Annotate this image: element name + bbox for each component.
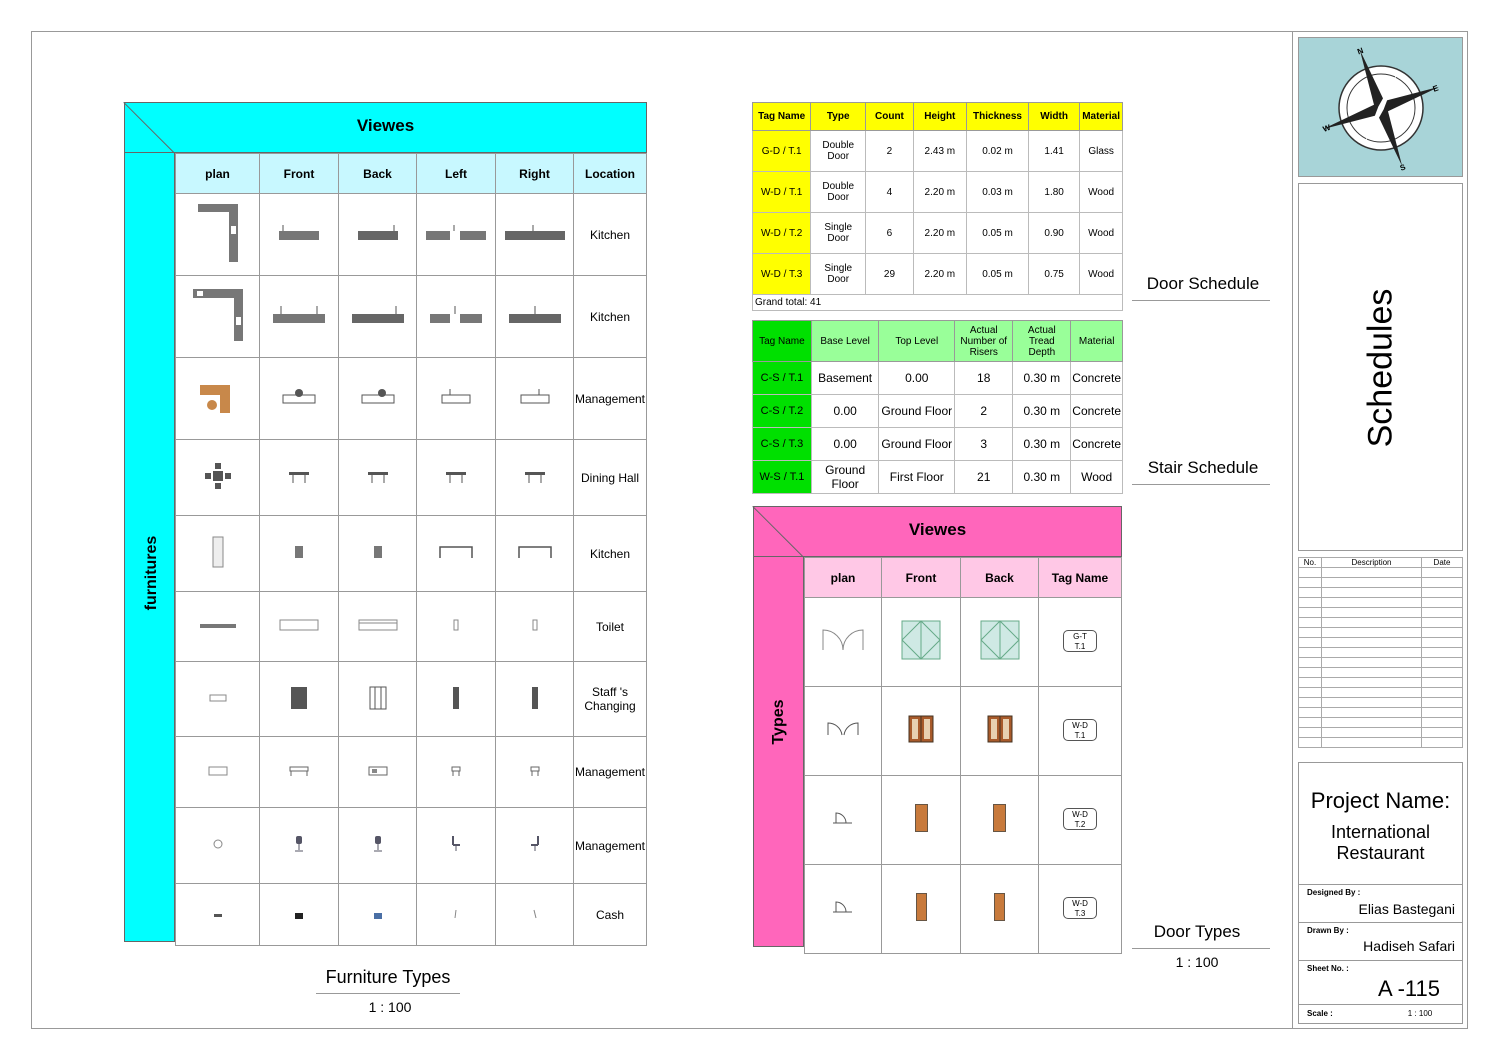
furniture-col-right: Right	[496, 154, 574, 194]
types-col-plan: plan	[805, 558, 882, 598]
divider	[1298, 1004, 1463, 1005]
door-schedule-caption: Door Schedule	[1146, 274, 1260, 293]
designed-by-label: Designed By :	[1307, 888, 1361, 897]
furniture-types-scale: 1 : 100	[368, 999, 412, 1015]
door-tag: G-D / T.1	[753, 131, 811, 172]
door-col-thickness: Thickness	[966, 103, 1028, 131]
divider	[1298, 960, 1463, 961]
dining-table-front-icon	[260, 440, 339, 516]
caption-underline	[1132, 300, 1270, 301]
single-door-plan-icon	[805, 865, 882, 954]
stair-material: Concrete	[1071, 362, 1123, 395]
door-height: 2.43 m	[913, 131, 966, 172]
door-width: 0.75	[1029, 254, 1080, 295]
location-cell: Cash	[574, 884, 647, 946]
tag-top: G-T	[1073, 632, 1087, 641]
toilet-counter-left-icon	[417, 592, 496, 662]
shelf-back-icon	[339, 516, 417, 592]
tag-bottom: T.2	[1074, 820, 1086, 829]
stair-col-material: Material	[1071, 321, 1123, 362]
locker-front-icon	[260, 662, 339, 737]
shelf-left-icon	[417, 516, 496, 592]
kitchen-counter-front-icon	[260, 194, 339, 276]
stair-risers: 2	[955, 395, 1013, 428]
furniture-col-left: Left	[417, 154, 496, 194]
door-material: Glass	[1080, 131, 1123, 172]
door-height: 2.20 m	[913, 213, 966, 254]
types-side-label: Types	[770, 699, 787, 745]
door-count: 4	[866, 172, 914, 213]
dining-table-right-icon	[496, 440, 574, 516]
cash-register-back-icon	[339, 884, 417, 946]
door-material: Wood	[1080, 254, 1123, 295]
stair-base: Ground Floor	[811, 461, 879, 494]
wood-door-back-icon	[961, 865, 1039, 954]
kitchen-counter-plan-icon	[176, 194, 260, 276]
door-col-tag: Tag Name	[753, 103, 811, 131]
compass-panel	[1298, 37, 1463, 177]
compass-rose-icon	[1299, 38, 1462, 176]
sheet-title-panel	[1298, 183, 1463, 551]
wood-door-back-icon	[961, 776, 1039, 865]
scale-value: 1 : 100	[1407, 1009, 1433, 1018]
furniture-header-label: Viewes	[356, 116, 415, 135]
stair-col-risers: Actual Number of Risers	[955, 321, 1013, 362]
table-row	[805, 687, 1122, 776]
table-row	[176, 884, 647, 946]
office-chair-back-icon	[339, 808, 417, 884]
cabinet-front-icon	[260, 737, 339, 808]
types-header-label: Viewes	[908, 520, 967, 539]
stair-base: Basement	[811, 362, 879, 395]
stair-col-top: Top Level	[879, 321, 955, 362]
door-swing-plan-icon	[805, 687, 882, 776]
furniture-side-label: furnitures	[143, 535, 160, 611]
kitchen-unit-plan-icon	[176, 276, 260, 358]
divider	[1298, 922, 1463, 923]
door-col-count: Count	[866, 103, 914, 131]
table-row	[176, 737, 647, 808]
shelf-right-icon	[496, 516, 574, 592]
stair-material: Concrete	[1071, 428, 1123, 461]
compass-north: N	[1356, 45, 1365, 57]
door-type: Double Door	[811, 131, 866, 172]
door-count: 29	[866, 254, 914, 295]
location-cell: Kitchen	[574, 194, 647, 276]
door-schedule-table	[752, 102, 1123, 311]
stair-schedule-caption: Stair Schedule	[1147, 458, 1259, 477]
door-tag-cell	[1039, 598, 1122, 687]
door-tag: W-D / T.3	[753, 254, 811, 295]
cash-register-front-icon	[260, 884, 339, 946]
door-col-width: Width	[1029, 103, 1080, 131]
office-desk-plan-icon	[176, 358, 260, 440]
project-name: International Restaurant	[1330, 822, 1431, 863]
table-row	[176, 662, 647, 737]
cabinet-left-icon	[417, 737, 496, 808]
locker-right-icon	[496, 662, 574, 737]
tag-bottom: T.1	[1074, 642, 1086, 651]
door-tag-box	[1063, 719, 1097, 741]
compass-west: W	[1321, 122, 1332, 134]
stair-col-base: Base Level	[811, 321, 879, 362]
toilet-counter-plan-icon	[176, 592, 260, 662]
stair-col-tag: Tag Name	[753, 321, 812, 362]
door-types-scale: 1 : 100	[1175, 954, 1219, 970]
table-row	[753, 254, 1123, 295]
wood-door-front-icon	[882, 776, 961, 865]
types-col-tag: Tag Name	[1039, 558, 1122, 598]
furniture-header	[124, 102, 647, 153]
kitchen-unit-left-icon	[417, 276, 496, 358]
table-row	[753, 213, 1123, 254]
stair-tag: C-S / T.2	[753, 395, 812, 428]
table-row	[753, 395, 1123, 428]
tag-bottom: T.1	[1074, 731, 1086, 740]
door-thickness: 0.02 m	[966, 131, 1028, 172]
rev-col-date: Date	[1422, 558, 1463, 568]
door-type: Single Door	[811, 254, 866, 295]
glass-door-front-icon	[882, 598, 961, 687]
caption-underline	[1132, 948, 1270, 949]
furniture-types-caption: Furniture Types	[325, 967, 451, 987]
table-row	[805, 865, 1122, 954]
table-row	[176, 276, 647, 358]
office-desk-front-icon	[260, 358, 339, 440]
table-row	[753, 172, 1123, 213]
types-side-band	[753, 506, 804, 947]
table-row	[176, 808, 647, 884]
toilet-counter-front-icon	[260, 592, 339, 662]
furniture-col-plan: plan	[176, 154, 260, 194]
furniture-col-front: Front	[260, 154, 339, 194]
cabinet-back-icon	[339, 737, 417, 808]
door-width: 1.41	[1029, 131, 1080, 172]
cash-register-plan-icon	[176, 884, 260, 946]
table-row	[176, 358, 647, 440]
cabinet-right-icon	[496, 737, 574, 808]
door-tag-box	[1063, 897, 1097, 919]
location-cell: Toilet	[574, 592, 647, 662]
stair-tread: 0.30 m	[1013, 428, 1071, 461]
stair-risers: 18	[955, 362, 1013, 395]
door-col-type: Type	[811, 103, 866, 131]
stair-risers: 21	[955, 461, 1013, 494]
kitchen-unit-right-icon	[496, 276, 574, 358]
stair-top: First Floor	[879, 461, 955, 494]
sheet-no-label: Sheet No. :	[1307, 964, 1349, 973]
door-col-material: Material	[1080, 103, 1123, 131]
wood-double-door-front-icon	[882, 687, 961, 776]
divider	[1298, 884, 1463, 885]
stair-tread: 0.30 m	[1013, 395, 1071, 428]
office-chair-right-icon	[496, 808, 574, 884]
glass-door-back-icon	[961, 598, 1039, 687]
door-types-table	[804, 557, 1122, 954]
door-tag-cell	[1039, 687, 1122, 776]
stair-tag: W-S / T.1	[753, 461, 812, 494]
stair-tread: 0.30 m	[1013, 461, 1071, 494]
location-cell: Dining Hall	[574, 440, 647, 516]
stair-tread: 0.30 m	[1013, 362, 1071, 395]
caption-underline	[1132, 484, 1270, 485]
stair-col-tread: Actual Tread Depth	[1013, 321, 1071, 362]
location-cell: Management	[574, 358, 647, 440]
table-row	[176, 194, 647, 276]
caption-underline	[316, 993, 460, 994]
office-chair-front-icon	[260, 808, 339, 884]
stair-top: Ground Floor	[879, 395, 955, 428]
table-row	[753, 428, 1123, 461]
sheet-title: Schedules	[1361, 288, 1400, 448]
door-tag-cell	[1039, 865, 1122, 954]
dining-table-left-icon	[417, 440, 496, 516]
kitchen-counter-back-icon	[339, 194, 417, 276]
rev-col-description: Description	[1322, 558, 1422, 568]
dining-table-plan-icon	[176, 440, 260, 516]
door-thickness: 0.03 m	[966, 172, 1028, 213]
table-row	[805, 776, 1122, 865]
furniture-side-band	[124, 102, 175, 942]
compass-south: S	[1398, 162, 1407, 173]
rev-col-no: No.	[1299, 558, 1322, 568]
sheet-no: A -115	[1378, 976, 1440, 1001]
table-row	[176, 440, 647, 516]
location-cell: Kitchen	[574, 276, 647, 358]
door-count: 6	[866, 213, 914, 254]
office-desk-right-icon	[496, 358, 574, 440]
locker-left-icon	[417, 662, 496, 737]
kitchen-unit-front-icon	[260, 276, 339, 358]
types-col-back: Back	[961, 558, 1039, 598]
door-swing-plan-icon	[805, 598, 882, 687]
stair-base: 0.00	[811, 395, 879, 428]
cash-register-right-icon	[496, 884, 574, 946]
designed-by: Elias Bastegani	[1358, 901, 1455, 917]
furniture-col-back: Back	[339, 154, 417, 194]
door-types-caption: Door Types	[1153, 922, 1241, 941]
tag-top: W-D	[1072, 721, 1088, 730]
door-thickness: 0.05 m	[966, 254, 1028, 295]
door-col-height: Height	[913, 103, 966, 131]
door-material: Wood	[1080, 172, 1123, 213]
project-label: Project Name:	[1310, 788, 1451, 813]
wood-double-door-back-icon	[961, 687, 1039, 776]
toilet-counter-right-icon	[496, 592, 574, 662]
furniture-col-location: Location	[574, 154, 647, 194]
single-door-plan-icon	[805, 776, 882, 865]
dining-table-back-icon	[339, 440, 417, 516]
stair-base: 0.00	[811, 428, 879, 461]
door-height: 2.20 m	[913, 172, 966, 213]
door-material: Wood	[1080, 213, 1123, 254]
scale-label: Scale :	[1307, 1009, 1333, 1018]
door-tag: W-D / T.1	[753, 172, 811, 213]
door-height: 2.20 m	[913, 254, 966, 295]
table-row	[753, 461, 1123, 494]
drawn-by: Hadiseh Safari	[1363, 938, 1455, 954]
stair-tag: C-S / T.3	[753, 428, 812, 461]
office-desk-back-icon	[339, 358, 417, 440]
location-cell: Management	[574, 737, 647, 808]
kitchen-unit-back-icon	[339, 276, 417, 358]
door-type: Double Door	[811, 172, 866, 213]
toilet-counter-back-icon	[339, 592, 417, 662]
office-desk-left-icon	[417, 358, 496, 440]
door-count: 2	[866, 131, 914, 172]
door-width: 0.90	[1029, 213, 1080, 254]
door-width: 1.80	[1029, 172, 1080, 213]
table-row	[176, 516, 647, 592]
table-row	[753, 131, 1123, 172]
stair-top: Ground Floor	[879, 428, 955, 461]
shelf-plan-icon	[176, 516, 260, 592]
shelf-front-icon	[260, 516, 339, 592]
table-row	[805, 598, 1122, 687]
door-grand-total: Grand total: 41	[753, 295, 1123, 311]
types-col-front: Front	[882, 558, 961, 598]
cabinet-plan-icon	[176, 737, 260, 808]
door-tag-box	[1063, 630, 1097, 652]
tag-top: W-D	[1072, 810, 1088, 819]
tag-bottom: T.3	[1074, 909, 1086, 918]
compass-east: E	[1431, 83, 1440, 94]
stair-material: Concrete	[1071, 395, 1123, 428]
kitchen-counter-left-icon	[417, 194, 496, 276]
door-thickness: 0.05 m	[966, 213, 1028, 254]
door-tag: W-D / T.2	[753, 213, 811, 254]
revision-table	[1298, 557, 1463, 748]
office-chair-left-icon	[417, 808, 496, 884]
tag-top: W-D	[1072, 899, 1088, 908]
kitchen-counter-right-icon	[496, 194, 574, 276]
drawn-by-label: Drawn By :	[1307, 926, 1349, 935]
door-type: Single Door	[811, 213, 866, 254]
table-row	[176, 592, 647, 662]
furniture-types-table	[175, 153, 647, 946]
locker-back-icon	[339, 662, 417, 737]
types-header	[753, 506, 1122, 557]
locker-plan-icon	[176, 662, 260, 737]
stair-schedule-table	[752, 320, 1123, 494]
door-tag-cell	[1039, 776, 1122, 865]
stair-risers: 3	[955, 428, 1013, 461]
stair-top: 0.00	[879, 362, 955, 395]
stair-material: Wood	[1071, 461, 1123, 494]
office-chair-plan-icon	[176, 808, 260, 884]
table-row	[753, 362, 1123, 395]
door-tag-box	[1063, 808, 1097, 830]
location-cell: Staff 's Changing	[574, 662, 647, 737]
cash-register-left-icon	[417, 884, 496, 946]
stair-tag: C-S / T.1	[753, 362, 812, 395]
location-cell: Management	[574, 808, 647, 884]
location-cell: Kitchen	[574, 516, 647, 592]
wood-door-front-icon	[882, 865, 961, 954]
